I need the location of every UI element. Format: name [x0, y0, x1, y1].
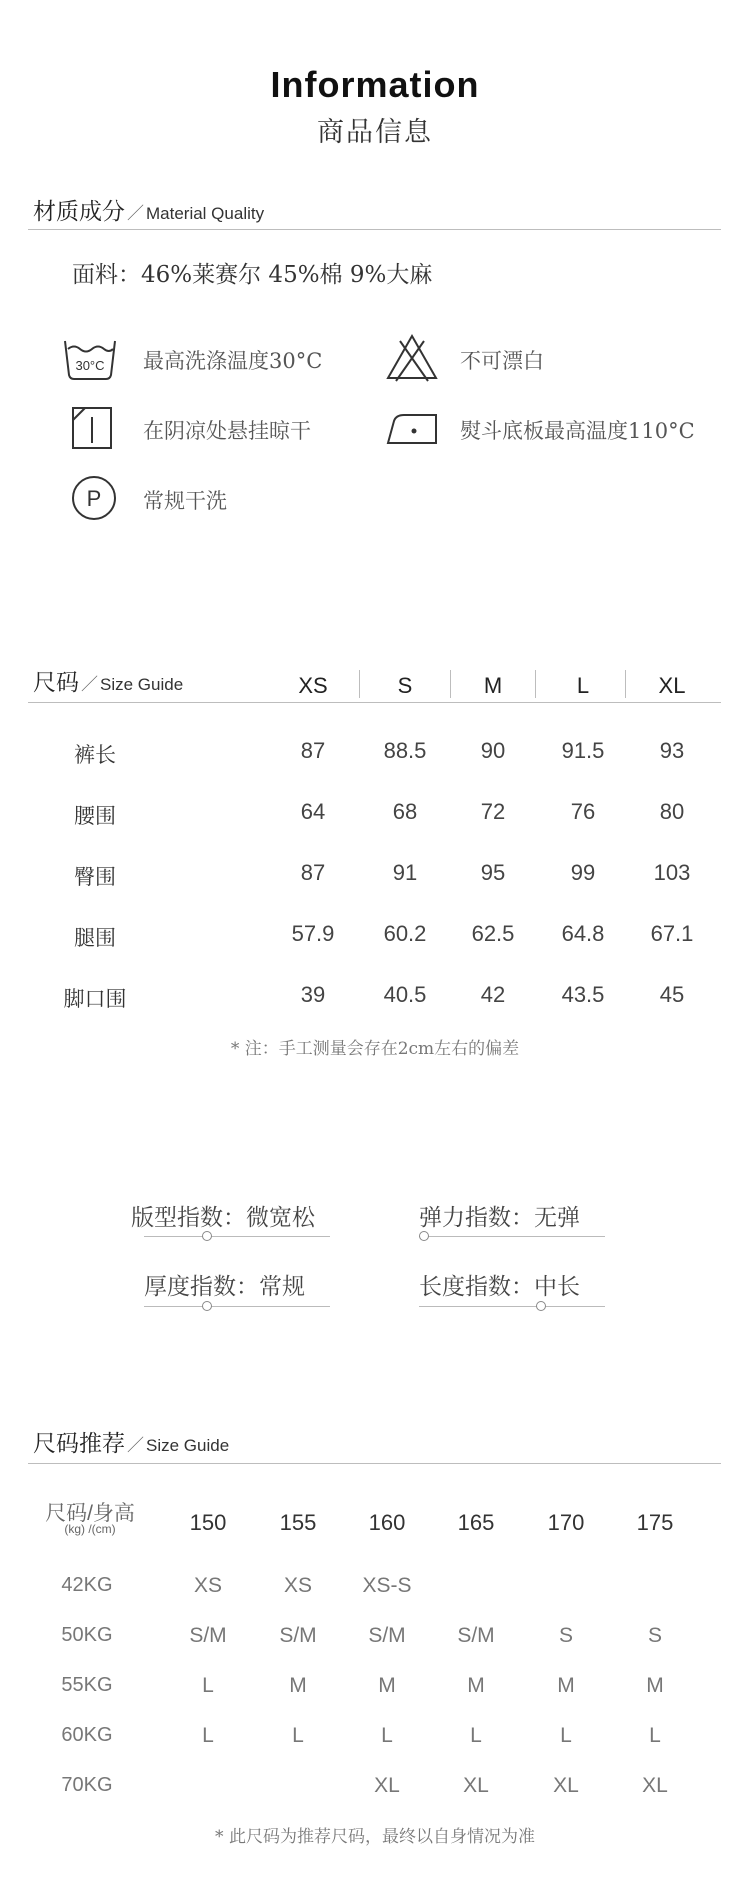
size-row-label: 臀围 — [74, 866, 116, 889]
height-col-175: 175 — [636, 1510, 674, 1535]
recommend-note: * 此尺码为推荐尺码，最终以自身情况为准 — [215, 1827, 535, 1847]
height-col-150: 150 — [189, 1510, 227, 1535]
size-cell: 39 — [300, 982, 326, 1007]
column-separator — [625, 670, 626, 698]
length-index-marker — [536, 1301, 546, 1311]
material-heading-en: Material Quality — [146, 204, 265, 223]
heading-slash: ／ — [127, 1436, 144, 1455]
size-row-label: 裤长 — [74, 744, 116, 767]
recommend-cell: L — [560, 1724, 572, 1747]
no-bleach-icon — [384, 333, 440, 383]
column-separator — [535, 670, 536, 698]
thickness-index-marker — [202, 1301, 212, 1311]
recommend-cell: XL — [553, 1774, 579, 1797]
recommend-cell: S/M — [368, 1624, 406, 1647]
size-cell: 95 — [480, 860, 506, 885]
size-cell: 64.8 — [561, 921, 605, 946]
material-heading — [33, 193, 264, 226]
care-text-dry: 在阴凉处悬挂晾干 — [143, 419, 311, 443]
size-col-xs: XS — [298, 673, 328, 698]
length-index-track — [419, 1306, 605, 1307]
care-text-iron: 熨斗底板最高温度110°C — [460, 419, 695, 443]
height-col-165: 165 — [457, 1510, 495, 1535]
size-col-s: S — [397, 673, 413, 698]
corner-label-top: 尺码/身高 — [45, 1502, 135, 1525]
size-row-label: 腿围 — [74, 927, 116, 950]
material-heading-cn: 材质成分 — [33, 198, 125, 224]
length-index-label: 长度指数：中长 — [419, 1274, 580, 1300]
recommend-cell: L — [649, 1724, 661, 1747]
size-cell: 64 — [300, 799, 326, 824]
size-cell: 90 — [480, 738, 506, 763]
recommend-cell: XS-S — [362, 1574, 412, 1597]
recommend-cell: M — [646, 1674, 664, 1697]
material-divider — [28, 229, 721, 230]
size-cell: 45 — [659, 982, 685, 1007]
size-cell: 91 — [392, 860, 418, 885]
size-cell: 72 — [480, 799, 506, 824]
size-col-m: M — [483, 673, 503, 698]
recommend-cell: S/M — [457, 1624, 495, 1647]
size-cell: 43.5 — [561, 982, 605, 1007]
size-cell: 80 — [659, 799, 685, 824]
weight-row-label: 50KG — [61, 1624, 113, 1646]
size-cell: 42 — [480, 982, 506, 1007]
weight-row-label: 70KG — [61, 1774, 113, 1796]
height-col-160: 160 — [368, 1510, 406, 1535]
size-guide-heading — [33, 664, 183, 697]
recommend-cell: L — [202, 1724, 214, 1747]
fit-index-marker — [202, 1231, 212, 1241]
corner-label-units: (kg) /(cm) — [64, 1522, 116, 1536]
measurement-note: * 注：手工测量会存在2cm左右的偏差 — [230, 1039, 520, 1059]
recommend-cell: M — [378, 1674, 396, 1697]
stretch-index-marker — [419, 1231, 429, 1241]
recommend-cell: L — [202, 1674, 214, 1697]
fabric-composition: 面料：46%莱赛尔 45%棉 9%大麻 — [72, 262, 433, 288]
recommend-cell: XL — [642, 1774, 668, 1797]
heading-slash: ／ — [81, 675, 98, 694]
care-text-wash: 最高洗涤温度30°C — [143, 349, 323, 373]
page-title-en: Information — [270, 64, 480, 105]
size-cell: 40.5 — [383, 982, 427, 1007]
size-recommend-divider — [28, 1463, 721, 1464]
weight-row-label: 42KG — [61, 1574, 113, 1596]
recommend-cell: M — [557, 1674, 575, 1697]
height-col-170: 170 — [547, 1510, 585, 1535]
size-cell: 87 — [300, 860, 326, 885]
heading-slash: ／ — [127, 204, 144, 223]
size-cell: 87 — [300, 738, 326, 763]
size-cell: 67.1 — [650, 921, 694, 946]
size-recommend-heading-cn: 尺码推荐 — [33, 1430, 125, 1456]
dry-clean-p-icon — [70, 474, 126, 524]
recommend-cell: M — [289, 1674, 307, 1697]
wash-30-icon — [62, 335, 118, 385]
size-guide-heading-cn: 尺码 — [33, 669, 79, 695]
recommend-cell: L — [470, 1724, 482, 1747]
height-col-155: 155 — [279, 1510, 317, 1535]
size-col-xl: XL — [658, 673, 686, 698]
recommend-cell: S — [647, 1624, 662, 1647]
size-cell: 60.2 — [383, 921, 427, 946]
recommend-cell: XL — [374, 1774, 400, 1797]
iron-icon — [384, 405, 440, 455]
size-cell: 62.5 — [471, 921, 515, 946]
care-text-dryclean: 常规干洗 — [143, 489, 227, 513]
size-recommend-heading — [33, 1425, 229, 1458]
recommend-cell: S — [558, 1624, 573, 1647]
recommend-cell: XS — [193, 1574, 222, 1597]
dry-clean-letter: P — [86, 486, 102, 511]
size-cell: 103 — [653, 860, 691, 885]
size-row-label: 腰围 — [74, 805, 116, 828]
stretch-index-track — [419, 1236, 605, 1237]
weight-row-label: 60KG — [61, 1724, 113, 1746]
size-row-label: 脚口围 — [63, 988, 127, 1011]
size-guide-divider — [28, 702, 721, 703]
page-title-cn: 商品信息 — [317, 117, 433, 147]
size-col-l: L — [576, 673, 590, 698]
stretch-index-label: 弹力指数：无弹 — [419, 1205, 580, 1231]
size-cell: 93 — [659, 738, 685, 763]
size-cell: 99 — [570, 860, 596, 885]
thickness-index-label: 厚度指数：常规 — [144, 1274, 305, 1300]
recommend-cell: XS — [283, 1574, 312, 1597]
recommend-cell: L — [381, 1724, 393, 1747]
fit-index-track — [144, 1236, 330, 1237]
recommend-cell: M — [467, 1674, 485, 1697]
recommend-cell: S/M — [279, 1624, 317, 1647]
size-cell: 91.5 — [561, 738, 605, 763]
size-cell: 88.5 — [383, 738, 427, 763]
line-dry-shade-icon — [70, 405, 126, 455]
recommend-cell: XL — [463, 1774, 489, 1797]
recommend-cell: L — [292, 1724, 304, 1747]
recommend-cell: S/M — [189, 1624, 227, 1647]
size-recommend-heading-en: Size Guide — [146, 1436, 230, 1455]
thickness-index-track — [144, 1306, 330, 1307]
weight-row-label: 55KG — [61, 1674, 113, 1696]
size-cell: 57.9 — [291, 921, 335, 946]
wash-temp-label: 30°C — [75, 358, 105, 373]
size-cell: 68 — [392, 799, 418, 824]
size-guide-heading-en: Size Guide — [100, 675, 184, 694]
size-cell: 76 — [570, 799, 596, 824]
care-text-bleach: 不可漂白 — [460, 349, 544, 373]
fit-index-label: 版型指数：微宽松 — [131, 1205, 315, 1231]
